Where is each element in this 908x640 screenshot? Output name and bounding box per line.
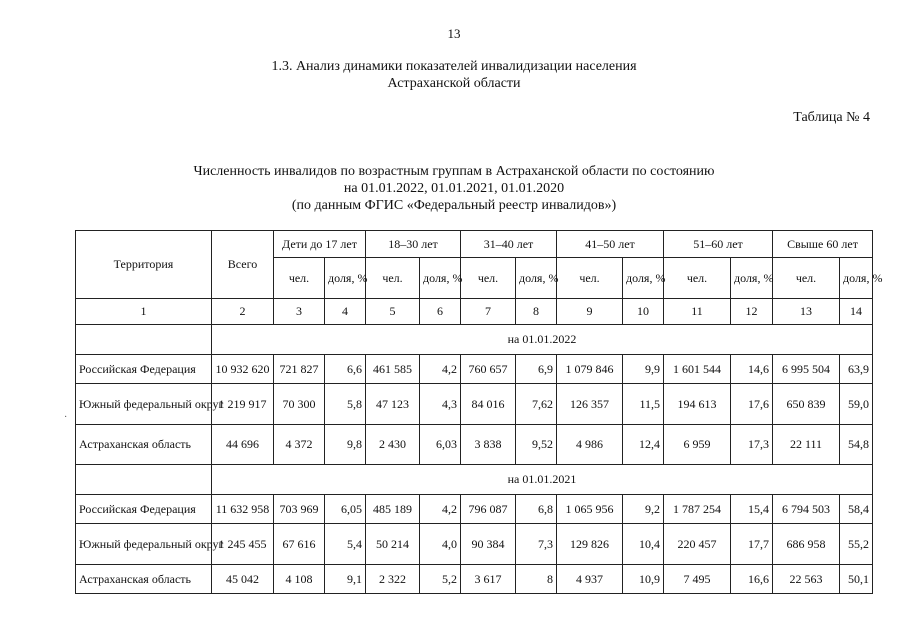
cell-value: 1 079 846 bbox=[557, 355, 623, 384]
cell-total: 44 696 bbox=[212, 425, 274, 465]
cell-value: 22 111 bbox=[773, 425, 840, 465]
cell-share: 55,2 bbox=[840, 524, 873, 565]
cell-share: 9,9 bbox=[623, 355, 664, 384]
col-number: 12 bbox=[731, 299, 773, 325]
row-territory: Российская Федерация bbox=[76, 495, 212, 524]
header-row-col-numbers bbox=[76, 299, 873, 325]
section-title-line1: 1.3. Анализ динамики показателей инвалидизации населения bbox=[271, 59, 637, 74]
section-title-line2: Астраханской области bbox=[387, 76, 521, 91]
header-people: чел. bbox=[366, 258, 420, 299]
cell-share: 9,52 bbox=[516, 425, 557, 465]
cell-share: 11,5 bbox=[623, 384, 664, 425]
page-number: 13 bbox=[447, 26, 461, 41]
cell-value: 686 958 bbox=[773, 524, 840, 565]
cell-share: 4,0 bbox=[420, 524, 461, 565]
cell-value: 6 959 bbox=[664, 425, 731, 465]
cell-share: 6,6 bbox=[325, 355, 366, 384]
header-people: чел. bbox=[557, 258, 623, 299]
cell-total: 11 632 958 bbox=[212, 495, 274, 524]
cell-share: 4,2 bbox=[420, 355, 461, 384]
cell-share: 7,62 bbox=[516, 384, 557, 425]
cell-value: 50 214 bbox=[366, 524, 420, 565]
header-share: доля, % bbox=[516, 258, 557, 299]
cell-share: 50,1 bbox=[840, 565, 873, 594]
col-number: 2 bbox=[212, 299, 274, 325]
cell-value: 47 123 bbox=[366, 384, 420, 425]
header-people: чел. bbox=[274, 258, 325, 299]
cell-total: 10 932 620 bbox=[212, 355, 274, 384]
cell-total: 45 042 bbox=[212, 565, 274, 594]
cell-value: 6 794 503 bbox=[773, 495, 840, 524]
header-share: доля, % bbox=[731, 258, 773, 299]
cell-value: 90 384 bbox=[461, 524, 516, 565]
row-territory: Южный федеральный округ bbox=[76, 384, 212, 425]
cell-value: 6 995 504 bbox=[773, 355, 840, 384]
cell-value: 129 826 bbox=[557, 524, 623, 565]
table-row bbox=[76, 495, 873, 524]
cell-share: 17,7 bbox=[731, 524, 773, 565]
table-row bbox=[76, 384, 873, 425]
cell-value: 650 839 bbox=[773, 384, 840, 425]
row-territory: Российская Федерация bbox=[76, 355, 212, 384]
table-row bbox=[76, 425, 873, 465]
cell-value: 4 372 bbox=[274, 425, 325, 465]
cell-share: 9,1 bbox=[325, 565, 366, 594]
col-number: 5 bbox=[366, 299, 420, 325]
cell-value: 2 430 bbox=[366, 425, 420, 465]
cell-value: 760 657 bbox=[461, 355, 516, 384]
col-number: 11 bbox=[664, 299, 731, 325]
cell-share: 10,9 bbox=[623, 565, 664, 594]
cell-value: 2 322 bbox=[366, 565, 420, 594]
cell-value: 721 827 bbox=[274, 355, 325, 384]
caption-line1: Численность инвалидов по возрастным группам в Астраханской области по состоянию bbox=[193, 164, 715, 179]
cell-value: 67 616 bbox=[274, 524, 325, 565]
cell-share: 6,8 bbox=[516, 495, 557, 524]
row-territory: Астраханская область bbox=[76, 425, 212, 465]
cell-value: 4 108 bbox=[274, 565, 325, 594]
cell-value: 703 969 bbox=[274, 495, 325, 524]
cell-value: 126 357 bbox=[557, 384, 623, 425]
cell-value: 1 065 956 bbox=[557, 495, 623, 524]
header-share: доля, % bbox=[325, 258, 366, 299]
caption-line2: на 01.01.2022, 01.01.2021, 01.01.2020 bbox=[343, 181, 565, 196]
cell-share: 10,4 bbox=[623, 524, 664, 565]
header-territory: Территория bbox=[76, 231, 212, 299]
cell-share: 12,4 bbox=[623, 425, 664, 465]
cell-share: 9,8 bbox=[325, 425, 366, 465]
header-total: Всего bbox=[212, 231, 274, 299]
header-people: чел. bbox=[773, 258, 840, 299]
cell-value: 1 601 544 bbox=[664, 355, 731, 384]
header-group: Дети до 17 лет bbox=[274, 231, 366, 258]
col-number: 7 bbox=[461, 299, 516, 325]
cell-share: 5,2 bbox=[420, 565, 461, 594]
cell-share: 6,03 bbox=[420, 425, 461, 465]
cell-total: 1 245 455 bbox=[212, 524, 274, 565]
cell-share: 14,6 bbox=[731, 355, 773, 384]
date-label: на 01.01.2022 bbox=[212, 325, 873, 355]
col-number: 6 bbox=[420, 299, 461, 325]
col-number: 8 bbox=[516, 299, 557, 325]
col-number: 9 bbox=[557, 299, 623, 325]
cell-share: 15,4 bbox=[731, 495, 773, 524]
date-row bbox=[76, 465, 873, 495]
header-people: чел. bbox=[664, 258, 731, 299]
row-territory: Южный федеральный округ bbox=[76, 524, 212, 565]
cell-value: 1 787 254 bbox=[664, 495, 731, 524]
cell-value: 796 087 bbox=[461, 495, 516, 524]
col-number: 14 bbox=[840, 299, 873, 325]
header-row-groups bbox=[76, 231, 873, 258]
cell-share: 5,4 bbox=[325, 524, 366, 565]
cell-share: 54,8 bbox=[840, 425, 873, 465]
cell-value: 4 937 bbox=[557, 565, 623, 594]
date-label: на 01.01.2021 bbox=[212, 465, 873, 495]
header-group: 31–40 лет bbox=[461, 231, 557, 258]
date-row bbox=[76, 325, 873, 355]
disability-table bbox=[75, 230, 883, 594]
cell-share: 4,3 bbox=[420, 384, 461, 425]
header-share: доля, % bbox=[623, 258, 664, 299]
cell-value: 485 189 bbox=[366, 495, 420, 524]
cell-share: 8 bbox=[516, 565, 557, 594]
cell-value: 3 838 bbox=[461, 425, 516, 465]
col-number: 4 bbox=[325, 299, 366, 325]
col-number: 13 bbox=[773, 299, 840, 325]
header-group: 51–60 лет bbox=[664, 231, 773, 258]
margin-mark: · bbox=[64, 412, 68, 423]
col-number: 3 bbox=[274, 299, 325, 325]
cell-value: 4 986 bbox=[557, 425, 623, 465]
table-row bbox=[76, 355, 873, 384]
header-group: 18–30 лет bbox=[366, 231, 461, 258]
table-label: Таблица № 4 bbox=[793, 110, 870, 125]
col-number: 1 bbox=[76, 299, 212, 325]
cell-value: 7 495 bbox=[664, 565, 731, 594]
cell-value: 461 585 bbox=[366, 355, 420, 384]
cell-value: 3 617 bbox=[461, 565, 516, 594]
cell-share: 17,6 bbox=[731, 384, 773, 425]
cell-share: 63,9 bbox=[840, 355, 873, 384]
cell-share: 17,3 bbox=[731, 425, 773, 465]
cell-share: 16,6 bbox=[731, 565, 773, 594]
cell-value: 70 300 bbox=[274, 384, 325, 425]
header-share: доля, % bbox=[840, 258, 873, 299]
cell-value: 84 016 bbox=[461, 384, 516, 425]
header-share: доля, % bbox=[420, 258, 461, 299]
cell-share: 4,2 bbox=[420, 495, 461, 524]
row-territory: Астраханская область bbox=[76, 565, 212, 594]
cell-share: 9,2 bbox=[623, 495, 664, 524]
cell-share: 59,0 bbox=[840, 384, 873, 425]
table-row bbox=[76, 524, 873, 565]
cell-value: 220 457 bbox=[664, 524, 731, 565]
cell-value: 194 613 bbox=[664, 384, 731, 425]
cell-value: 22 563 bbox=[773, 565, 840, 594]
section-title bbox=[0, 58, 908, 92]
cell-share: 5,8 bbox=[325, 384, 366, 425]
caption-line3: (по данным ФГИС «Федеральный реестр инвалидов») bbox=[291, 198, 617, 213]
cell-share: 6,05 bbox=[325, 495, 366, 524]
cell-total: 1 219 917 bbox=[212, 384, 274, 425]
col-number: 10 bbox=[623, 299, 664, 325]
table-caption bbox=[0, 163, 908, 214]
header-group: Свыше 60 лет bbox=[773, 231, 873, 258]
cell-share: 58,4 bbox=[840, 495, 873, 524]
table-row bbox=[76, 565, 873, 594]
cell-share: 7,3 bbox=[516, 524, 557, 565]
cell-share: 6,9 bbox=[516, 355, 557, 384]
header-group: 41–50 лет bbox=[557, 231, 664, 258]
header-people: чел. bbox=[461, 258, 516, 299]
